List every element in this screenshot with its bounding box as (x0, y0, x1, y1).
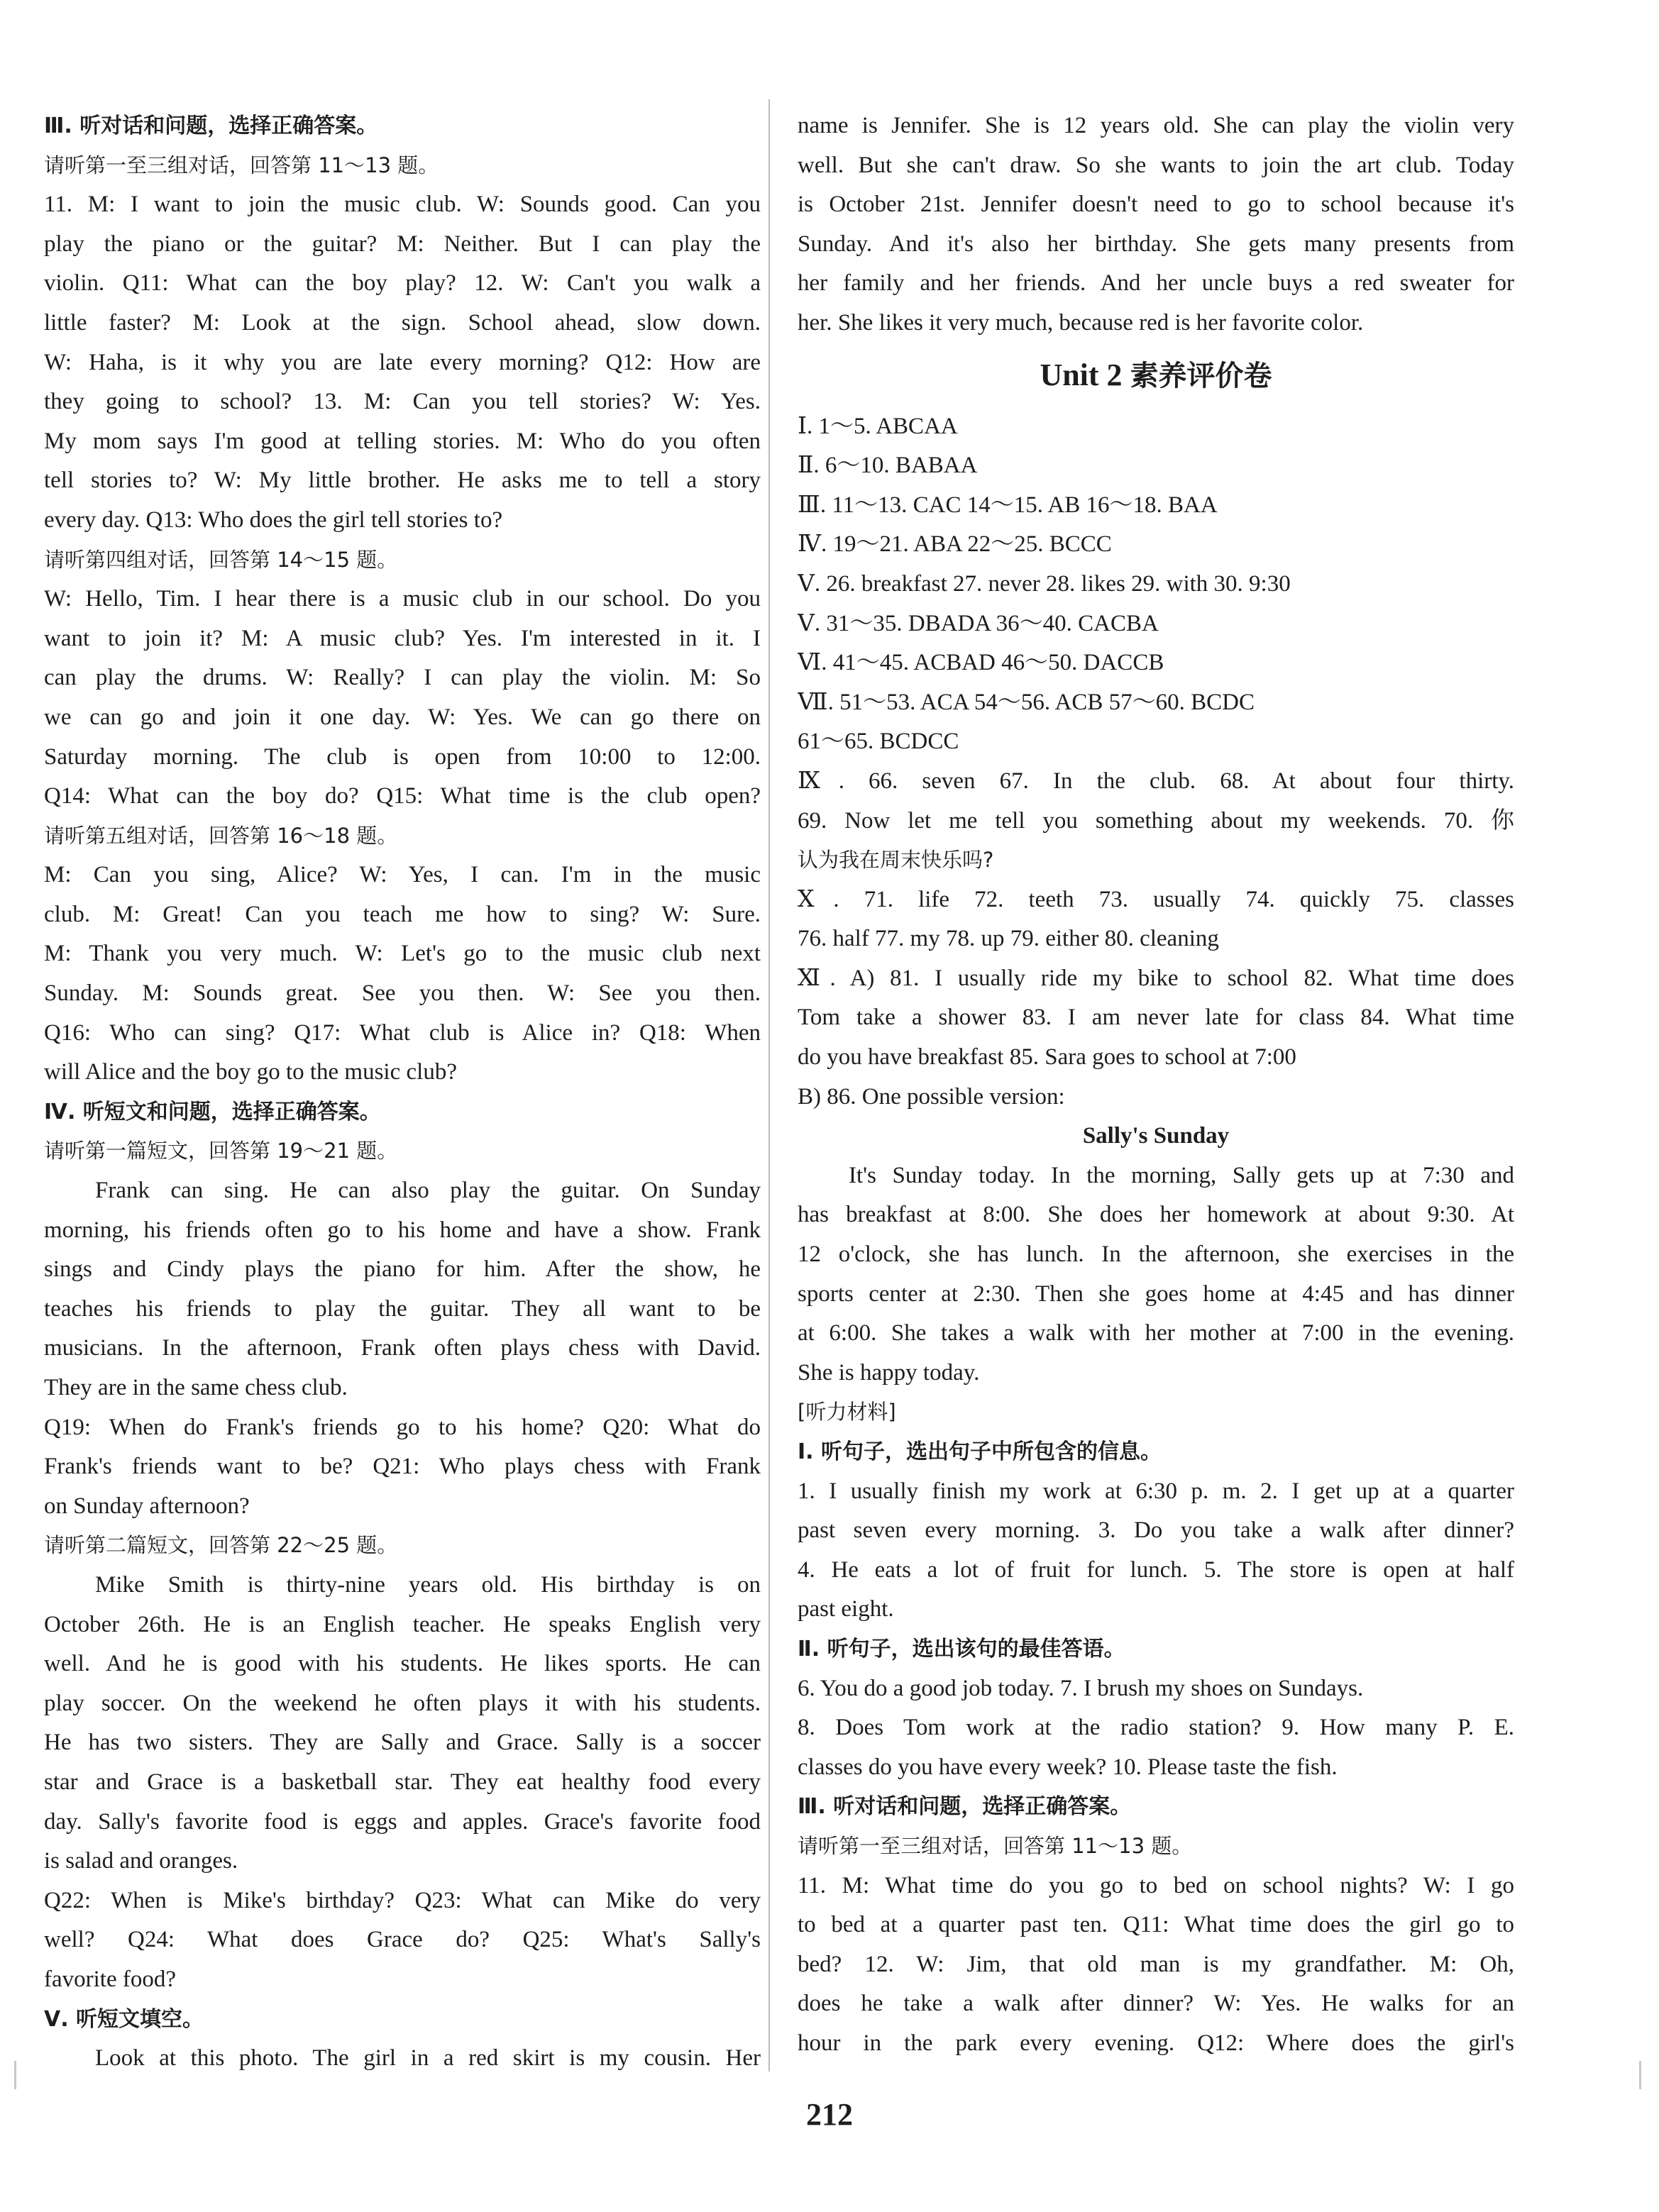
text-line: has breakfast at 8:00. She does her homework at about 9:30. At (798, 1202, 1514, 1228)
crop-mark (1639, 2061, 1641, 2089)
text-line: She is happy today. (798, 1359, 980, 1386)
text-line: Look at this photo. The girl in a red skirt is my cousin. Her (95, 2045, 761, 2072)
text-line: Tom take a shower 83. I am never late for class 84. What time (798, 1005, 1514, 1031)
text-line: Frank's friends want to be? Q21: Who plays chess with Frank (44, 1454, 761, 1480)
text-line: every day. Q13: Who does the girl tell stories to? (44, 507, 503, 533)
text-line: sports center at 2:30. Then she goes home at 4:45 and has dinner (798, 1281, 1514, 1307)
right-column-continuation (798, 106, 1514, 343)
text-line: W: Haha, is it why you are late every morning? Q12: How are (44, 349, 761, 375)
text-line: past seven every morning. 3. Do you take a walk after dinner? (798, 1517, 1514, 1544)
text-line: star and Grace is a basketball star. They eat healthy food every (44, 1769, 761, 1795)
text-line: day. Sally's favorite food is eggs and apples. Grace's favorite food (44, 1808, 761, 1835)
text-line: They are in the same chess club. (44, 1375, 348, 1400)
text-line: Ⅹ. 71. life 72. teeth 73. usually 74. quickly 75. classes (798, 886, 1514, 912)
text-line: Q22: When is Mike's birthday? Q23: What can Mike do very (44, 1887, 761, 1913)
text-line: 61～65. BCDCC (798, 729, 959, 755)
column-divider (768, 99, 770, 2072)
text-line: B) 86. One possible version: (798, 1083, 1065, 1110)
text-line: 请听第一至三组对话，回答第 11～13 题。 (44, 153, 439, 177)
text-line: He has two sisters. They are Sally and Grace. Sally is a soccer (44, 1730, 761, 1756)
text-line: Sunday. And it's also her birthday. She gets many presents from (798, 231, 1514, 257)
text-line: musicians. In the afternoon, Frank often plays chess with David. (44, 1335, 761, 1361)
text-line: W: Hello, Tim. I hear there is a music club in our school. Do you (44, 586, 761, 612)
text-line: 请听第一篇短文，回答第 19～21 题。 (44, 1139, 398, 1163)
text-line: Q19: When do Frank's friends go to his home? Q20: What do (44, 1414, 761, 1440)
text-line: will Alice and the boy go to the music club? (44, 1059, 457, 1085)
text-line: Ⅲ. 11～13. CAC 14～15. AB 16～18. BAA (798, 492, 1218, 518)
text-line: club. M: Great! Can you teach me how to sing? W: Sure. (44, 901, 761, 927)
text-line: name is Jennifer. She is 12 years old. She can play the violin very (798, 113, 1514, 138)
text-line: favorite food? (44, 1966, 176, 1992)
text-line: Ⅱ. 6～10. BABAA (798, 453, 978, 479)
text-line: Ⅲ. 听对话和问题，选择正确答案。 (798, 1794, 1132, 1820)
text-line: Ⅶ. 51～53. ACA 54～56. ACB 57～60. BCDC (798, 689, 1255, 715)
text-line: classes do you have every week? 10. Please taste the fish. (798, 1754, 1338, 1780)
text-line: Mike Smith is thirty-nine years old. His birthday is on (95, 1571, 761, 1598)
text-line: Ⅸ. 66. seven 67. In the club. 68. At about four thirty. (798, 768, 1514, 794)
text-line: morning, his friends often go to his home and have a show. Frank (44, 1217, 761, 1243)
text-line: well? Q24: What does Grace do? Q25: What's Sally's (44, 1927, 761, 1953)
text-line: violin. Q11: What can the boy play? 12. W: Can't you walk a (44, 270, 761, 297)
text-line: 请听第二篇短文，回答第 22～25 题。 (44, 1533, 398, 1558)
text-line: do you have breakfast 85. Sara goes to school at 7:00 (798, 1044, 1296, 1071)
text-line: at 6:00. She takes a walk with her mother at 7:00 in the evening. (798, 1320, 1514, 1346)
text-line: Ⅱ. 听句子，选出该句的最佳答语。 (798, 1636, 1125, 1661)
text-line: Ⅰ. 1～5. ABCAA (798, 413, 958, 439)
text-line: well. And he is good with his students. He likes sports. He can (44, 1651, 761, 1677)
text-line: Sunday. M: Sounds great. See you then. W: See you then. (44, 980, 761, 1007)
text-line: her. She likes it very much, because red is her favorite color. (798, 309, 1364, 336)
text-line: Ⅵ. 41～45. ACBAD 46～50. DACCB (798, 650, 1164, 676)
text-line: play soccer. On the weekend he often plays it with his students. (44, 1690, 761, 1716)
text-line: 11. M: What time do you go to bed on school nights? W: I go (798, 1872, 1514, 1898)
text-line: her family and her friends. And her uncle buys a red sweater for (798, 270, 1514, 297)
text-line: past eight. (798, 1596, 894, 1622)
text-line: 11. M: I want to join the music club. W: Sounds good. Can you (44, 192, 761, 218)
text-line: want to join it? M: A music club? Yes. I'm interested in it. I (44, 625, 761, 651)
page-number: 212 (806, 2097, 853, 2132)
text-line: It's Sunday today. In the morning, Sally gets up at 7:30 and (849, 1162, 1514, 1188)
text-line: they going to school? 13. M: Can you tell stories? W: Yes. (44, 389, 761, 415)
text-line: My mom says I'm good at telling stories. M: Who do you often (44, 428, 761, 454)
text-line: 8. Does Tom work at the radio station? 9. How many P. E. (798, 1715, 1514, 1741)
text-line: Sally's Sunday (1082, 1123, 1230, 1149)
text-line: Ⅳ. 19～21. ABA 22～25. BCCC (798, 531, 1112, 558)
text-line: hour in the park every evening. Q12: Where does the girl's (798, 2030, 1514, 2056)
text-line: 6. You do a good job today. 7. I brush my shoes on Sundays. (798, 1675, 1364, 1701)
text-line: 请听第四组对话，回答第 14～15 题。 (44, 547, 398, 572)
text-line: we can go and join it one day. W: Yes. We can go there on (44, 704, 761, 730)
text-line: 76. half 77. my 78. up 79. either 80. cleaning (798, 926, 1219, 952)
right-column (798, 106, 1514, 2064)
text-line: 69. Now let me tell you something about my weekends. 70. 你 (798, 807, 1514, 834)
text-line: well. But she can't draw. So she wants to join the art club. Today (798, 152, 1514, 178)
text-line: is October 21st. Jennifer doesn't need to go to school because it's (798, 192, 1514, 218)
text-line: Q16: Who can sing? Q17: What club is Alice in? Q18: When (44, 1019, 761, 1046)
text-line: bed? 12. W: Jim, that old man is my grandfather. M: Oh, (798, 1951, 1514, 1977)
text-line: tell stories to? W: My little brother. He asks me to tell a story (44, 468, 761, 494)
text-line: 12 o'clock, she has lunch. In the afternoon, she exercises in the (798, 1242, 1514, 1268)
crop-mark (14, 2061, 16, 2089)
text-line: little faster? M: Look at the sign. School ahead, slow down. (44, 309, 761, 336)
text-line: Frank can sing. He can also play the guitar. On Sunday (95, 1178, 761, 1204)
text-line: [听力材料] (798, 1400, 896, 1425)
text-line: M: Thank you very much. W: Let's go to the music club next (44, 941, 761, 967)
text-line: 请听第五组对话，回答第 16～18 题。 (44, 823, 398, 848)
text-line: Ⅴ. 31～35. DBADA 36～40. CACBA (798, 610, 1159, 636)
text-line: Ⅲ. 听对话和问题，选择正确答案。 (44, 114, 378, 138)
unit-title-en: Unit 2 (1040, 357, 1130, 392)
text-line: Ⅳ. 听短文和问题，选择正确答案。 (44, 1099, 381, 1124)
text-line: sings and Cindy plays the piano for him. After the show, he (44, 1256, 761, 1283)
text-line: 认为我在周末快乐吗? (798, 848, 994, 873)
text-line: Ⅴ. 听短文填空。 (44, 2006, 204, 2032)
text-line: October 26th. He is an English teacher. He speaks English very (44, 1611, 761, 1637)
text-line: on Sunday afternoon? (44, 1493, 250, 1519)
text-line: Ⅰ. 听句子，选出句子中所包含的信息。 (798, 1439, 1162, 1464)
text-line: 1. I usually finish my work at 6:30 p. m. 2. I get up at a quarter (798, 1478, 1514, 1504)
text-line: 4. He eats a lot of fruit for lunch. 5. The store is open at half (798, 1556, 1514, 1583)
text-line: can play the drums. W: Really? I can play the violin. M: So (44, 665, 761, 691)
text-line: Q14: What can the boy do? Q15: What time is the club open? (44, 783, 761, 809)
unit-title-cn: 素养评价卷 (1130, 359, 1272, 392)
answer-key (798, 407, 1514, 2064)
text-line: is salad and oranges. (44, 1848, 238, 1874)
text-line: Ⅴ. 26. breakfast 27. never 28. likes 29. with 30. 9:30 (798, 570, 1291, 597)
text-line: M: Can you sing, Alice? W: Yes, I can. I'm in the music (44, 862, 761, 888)
text-line: play the piano or the guitar? M: Neither. But I can play the (44, 231, 761, 257)
text-line: to bed at a quarter past ten. Q11: What time does the girl go to (798, 1912, 1514, 1938)
text-line: does he take a walk after dinner? W: Yes. He walks for an (798, 1991, 1514, 2017)
text-line: Ⅺ. A) 81. I usually ride my bike to school 82. What time does (798, 965, 1514, 991)
text-line: Saturday morning. The club is open from 10:00 to 12:00. (44, 743, 761, 770)
text-line: 请听第一至三组对话，回答第 11～13 题。 (798, 1833, 1193, 1858)
text-line: teaches his friends to play the guitar. They all want to be (44, 1295, 761, 1322)
left-column (44, 106, 761, 2079)
unit-title (798, 343, 1514, 407)
